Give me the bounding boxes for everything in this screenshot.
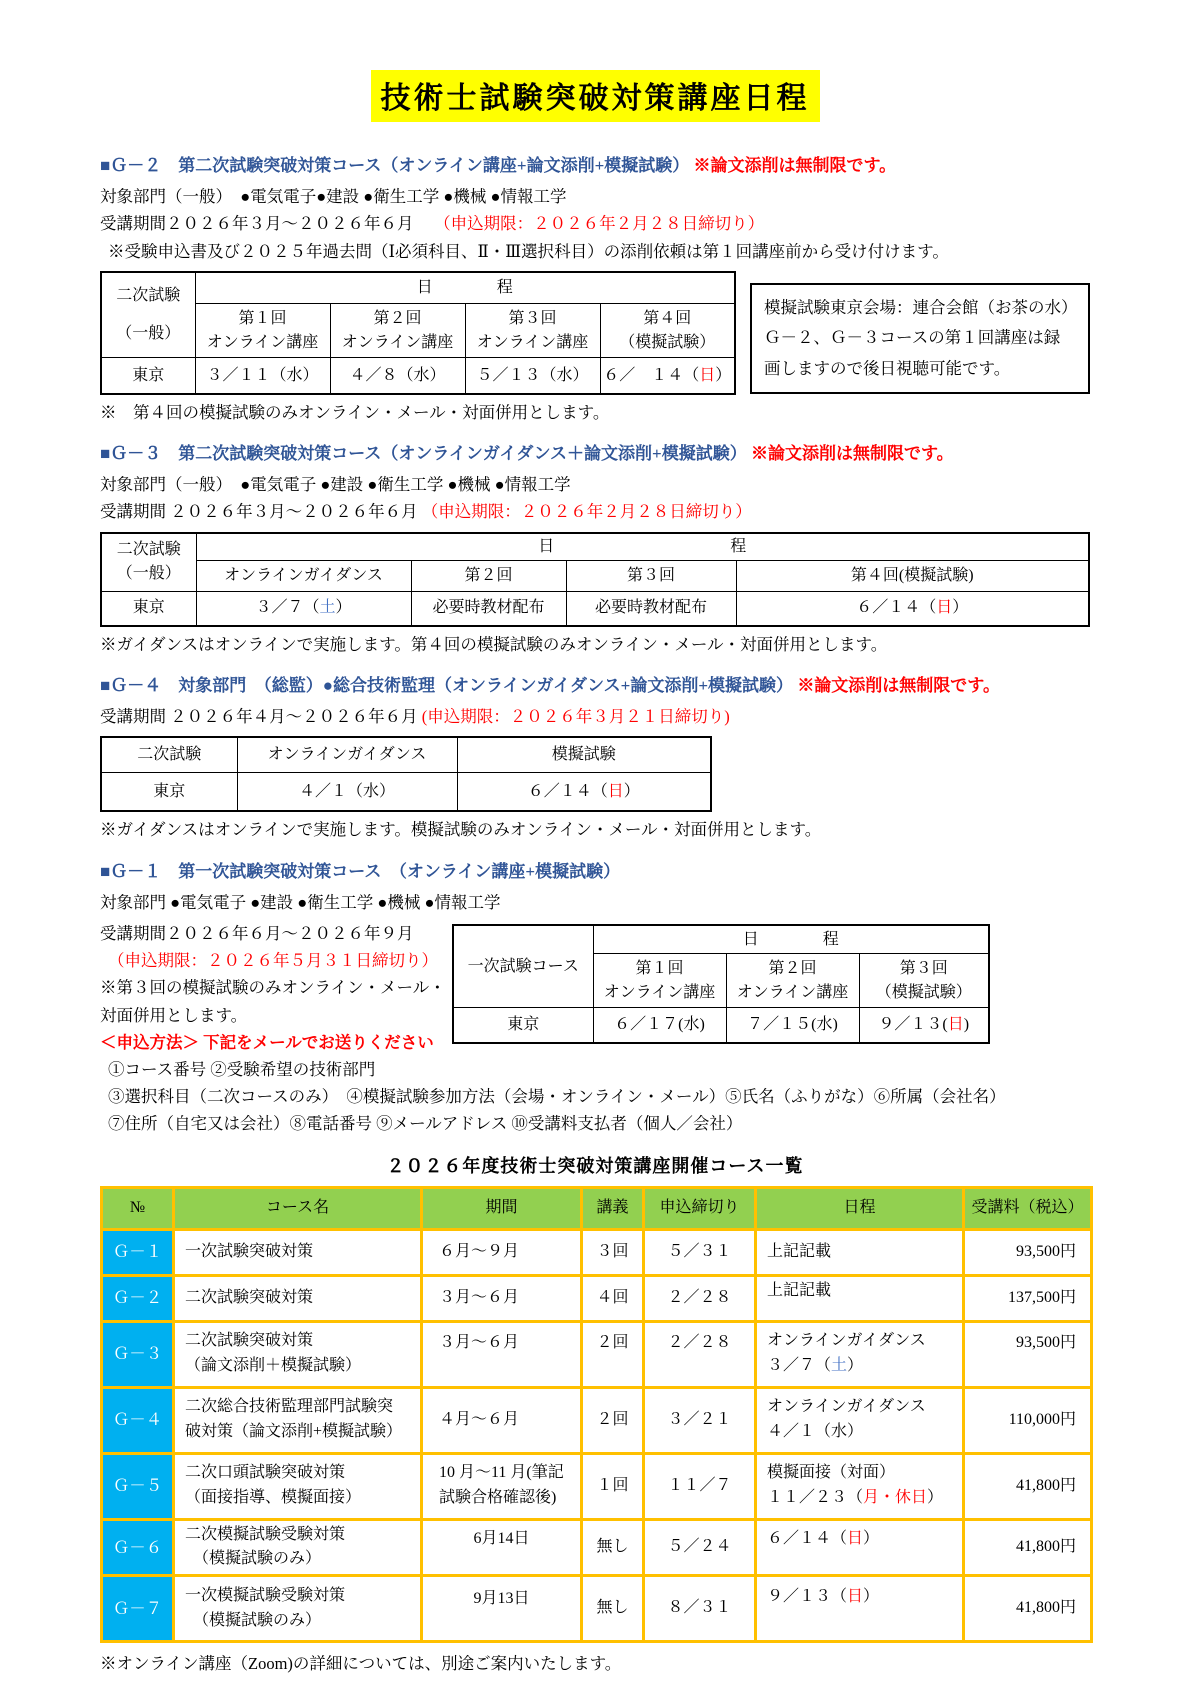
exam-venue-info-box: 模擬試験東京会場：連合会館（お茶の水）Ｇ－２、Ｇ－３コースの第１回講座は録画しますので後日視聴可能です。 <box>750 283 1090 395</box>
table-row <box>101 358 735 394</box>
table-row <box>102 1275 1092 1321</box>
course-table-title: ２０２６年度技術士突破対策講座開催コース一覧 <box>386 1155 804 1176</box>
course-lectures-cell: ３回 <box>582 1229 644 1275</box>
course-lectures-cell: ２回 <box>582 1321 644 1387</box>
course-no-badge: Ｇ－５ <box>102 1453 174 1519</box>
table-row <box>102 1453 1092 1519</box>
section-heading-g1-text: ■Ｇ－１ 第一次試験突破対策コース （オンライン講座+模擬試験） <box>100 861 621 881</box>
course-lectures-cell: ２回 <box>582 1387 644 1453</box>
course-lectures-cell: １回 <box>582 1453 644 1519</box>
table-row <box>453 1008 989 1043</box>
table-row <box>101 592 1089 626</box>
table-row <box>102 1229 1092 1275</box>
header-deadline: 申込締切り <box>644 1187 756 1229</box>
course-name-cell: 一次試験突破対策 <box>174 1229 422 1275</box>
g3-col4-header: 第４回(模擬試験) <box>736 561 1089 592</box>
course-period-cell: ３月～６月 <box>422 1321 582 1387</box>
apply-item-line-2: ③選択科目（二次コースのみ） ④模擬試験参加方法（会場・オンライン・メール）⑤氏名（ふりがな）⑥所属（会社名） <box>108 1087 1006 1107</box>
section-heading-g2-text: ■Ｇ－２ 第二次試験突破対策コース（オンライン講座+論文添削+模擬試験） <box>100 156 690 175</box>
g3-col1-header: オンラインガイダンス <box>196 561 411 592</box>
g1-row-header: 一次試験コース <box>453 925 593 1008</box>
course-schedule-cell: 上記記載 <box>756 1275 964 1321</box>
g1-col1-header: 第１回 オンライン講座 <box>593 954 726 1008</box>
course-schedule-cell: ６／１４（日） <box>756 1519 964 1576</box>
course-schedule-cell: オンラインガイダンス ４／１（水） <box>756 1387 964 1453</box>
course-list-table <box>100 1186 1093 1644</box>
course-fee-cell: 93,500円 <box>964 1229 1092 1275</box>
g2-col1-header: 第１回 オンライン講座 <box>195 304 330 358</box>
course-fee-cell: 137,500円 <box>964 1275 1092 1321</box>
g2-date-2: ４／８（水） <box>330 358 465 394</box>
apply-item-line-1: ①コース番号 ②受験希望の技術部門 <box>108 1060 376 1080</box>
g2-deadline: （申込期限：２０２６年２月２８日締切り） <box>434 214 765 234</box>
g3-col2-header: 第２回 <box>411 561 566 592</box>
table-row <box>102 1321 1092 1387</box>
g1-schedule-table <box>452 924 990 1044</box>
g1-date-3: ９／１３(日) <box>859 1008 989 1043</box>
course-lectures-cell: 無し <box>582 1519 644 1576</box>
table-row <box>102 1387 1092 1453</box>
g4-city: 東京 <box>101 772 237 811</box>
g3-city: 東京 <box>101 592 196 626</box>
course-deadline-cell: ８／３１ <box>644 1576 756 1642</box>
apply-method-heading: ＜申込方法＞ 下記をメールでお送りください <box>100 1032 434 1052</box>
g1-city: 東京 <box>453 1008 593 1043</box>
course-deadline-cell: ５／３１ <box>644 1229 756 1275</box>
course-deadline-cell: ５／２４ <box>644 1519 756 1576</box>
g3-date-3: 必要時教材配布 <box>566 592 736 626</box>
course-fee-cell: 41,800円 <box>964 1453 1092 1519</box>
g1-period: 受講期間２０２６年６月～２０２６年９月 <box>100 923 414 943</box>
g3-col3-header: 第３回 <box>566 561 736 592</box>
header-schedule: 日程 <box>756 1187 964 1229</box>
g2-city: 東京 <box>101 358 195 394</box>
g1-deadline: （申込期限：２０２６年５月３１日締切り） <box>108 951 438 971</box>
course-deadline-cell: １１／７ <box>644 1453 756 1519</box>
g2-col4-header: 第４回 （模擬試験） <box>600 304 735 358</box>
g2-col2-header: 第２回 オンライン講座 <box>330 304 465 358</box>
g2-schedule-table <box>100 271 736 395</box>
course-schedule-cell: 模擬面接（対面） １１／２３（月・休日） <box>756 1453 964 1519</box>
g1-date-2: ７／１５(水) <box>726 1008 859 1043</box>
course-period-cell: 6月14日 <box>422 1519 582 1576</box>
course-deadline-cell: ３／２１ <box>644 1387 756 1453</box>
g3-departments: 対象部門（一般） ●電気電子 ●建設 ●衛生工学 ●機械 ●情報工学 <box>100 475 571 495</box>
g4-deadline: (申込期限：２０２６年３月２１日締切り) <box>421 707 730 727</box>
course-fee-cell: 41,800円 <box>964 1519 1092 1576</box>
course-name-cell: 二次口頭試験突破対策 （面接指導、模擬面接） <box>174 1453 422 1519</box>
g4-schedule-table <box>100 736 712 812</box>
g4-date-1: ４／１（水） <box>237 772 457 811</box>
course-table-header-row <box>102 1187 1092 1229</box>
course-name-cell: 一次模擬試験受験対策 （模擬試験のみ） <box>174 1576 422 1642</box>
header-fee: 受講料（税込） <box>964 1187 1092 1229</box>
table-row <box>102 1576 1092 1642</box>
g2-row-header: 二次試験 （一般） <box>101 272 195 358</box>
g3-period-text: 受講期間 ２０２６年３月～２０２６年６月 <box>100 502 422 522</box>
course-period-cell: 9月13日 <box>422 1576 582 1642</box>
course-no-badge: Ｇ－２ <box>102 1275 174 1321</box>
course-lectures-cell: ４回 <box>582 1275 644 1321</box>
header-course-name: コース名 <box>174 1187 422 1229</box>
g4-col2-header: 模擬試験 <box>457 737 711 772</box>
course-fee-cell: 41,800円 <box>964 1576 1092 1642</box>
g2-date-3: ５／１３（水） <box>465 358 600 394</box>
g2-footnote: ※ 第４回の模擬試験のみオンライン・メール・対面併用とします。 <box>100 402 610 422</box>
g2-departments: 対象部門（一般） ●電気電子●建設 ●衛生工学 ●機械 ●情報工学 <box>100 187 567 207</box>
course-no-badge: Ｇ－６ <box>102 1519 174 1576</box>
course-no-badge: Ｇ－３ <box>102 1321 174 1387</box>
g2-date-4: ６／ １４（日） <box>600 358 735 394</box>
g3-date-2: 必要時教材配布 <box>411 592 566 626</box>
section-heading-g1 <box>100 858 1090 885</box>
header-period: 期間 <box>422 1187 582 1229</box>
course-period-cell: 10 月～11 月(筆記 試験合格確認後) <box>422 1453 582 1519</box>
g4-period <box>100 703 1090 730</box>
g1-departments: 対象部門 ●電気電子 ●建設 ●衛生工学 ●機械 ●情報工学 <box>100 892 501 912</box>
section-heading-g2 <box>100 152 1090 179</box>
course-lectures-cell: 無し <box>582 1576 644 1642</box>
g4-footnote: ※ガイダンスはオンラインで実施します。模擬試験のみオンライン・メール・対面併用とします。 <box>100 820 822 840</box>
g2-note: ※受験申込書及び２０２５年過去問（Ⅰ必須科目、Ⅱ・Ⅲ選択科目）の添削依頼は第１回講座前から受け付けます。 <box>108 241 949 261</box>
g1-note: ※第３回の模擬試験のみオンライン・メール・対面併用とします。 <box>100 978 446 1025</box>
g2-col3-header: 第３回 オンライン講座 <box>465 304 600 358</box>
header-no: № <box>102 1187 174 1229</box>
table-row <box>102 1519 1092 1576</box>
g3-deadline: （申込期限：２０２６年２月２８日締切り） <box>421 502 752 522</box>
header-lectures: 講義 <box>582 1187 644 1229</box>
course-deadline-cell: ２／２８ <box>644 1321 756 1387</box>
g2-period-text: 受講期間２０２６年３月～２０２６年６月 <box>100 214 430 234</box>
course-schedule-cell: オンラインガイダンス ３／７（土） <box>756 1321 964 1387</box>
section-heading-g4-note: ※論文添削は無制限です。 <box>797 675 1000 695</box>
g3-date-4: ６／１４（日） <box>736 592 1089 626</box>
course-name-cell: 二次試験突破対策 （論文添削＋模擬試験） <box>174 1321 422 1387</box>
course-period-cell: ３月～６月 <box>422 1275 582 1321</box>
course-fee-cell: 93,500円 <box>964 1321 1092 1387</box>
g4-date-2: ６／１４（日） <box>457 772 711 811</box>
zoom-info-footnote: ※オンライン講座（Zoom)の詳細については、別途ご案内いたします。 <box>100 1654 622 1674</box>
course-no-badge: Ｇ－４ <box>102 1387 174 1453</box>
g2-date-1: ３／１１（水） <box>195 358 330 394</box>
g3-date-1: ３／７（土） <box>196 592 411 626</box>
course-period-cell: ４月～６月 <box>422 1387 582 1453</box>
g3-row-header: 二次試験 （一般） <box>101 533 196 592</box>
course-schedule-cell: ９／１３（日） <box>756 1576 964 1642</box>
g1-col2-header: 第２回 オンライン講座 <box>726 954 859 1008</box>
course-no-badge: Ｇ－１ <box>102 1229 174 1275</box>
course-period-cell: ６月～９月 <box>422 1229 582 1275</box>
course-schedule-cell: 上記記載 <box>756 1229 964 1275</box>
section-heading-g3 <box>100 440 1090 467</box>
section-heading-g3-text: ■Ｇ－３ 第二次試験突破対策コース（オンラインガイダンス＋論文添削+模擬試験） <box>100 444 747 464</box>
g4-period-text: 受講期間 ２０２６年４月～２０２６年６月 <box>100 707 422 727</box>
g1-schedule-header: 日 程 <box>593 925 989 954</box>
g1-col3-header: 第３回 （模擬試験） <box>859 954 989 1008</box>
g3-footnote: ※ガイダンスはオンラインで実施します。第４回の模擬試験のみオンライン・メール・対面併用とします。 <box>100 634 888 654</box>
g3-period <box>100 498 1090 525</box>
course-fee-cell: 110,000円 <box>964 1387 1092 1453</box>
course-name-cell: 二次総合技術監理部門試験突 破対策（論文添削+模擬試験） <box>174 1387 422 1453</box>
section-heading-g3-note: ※論文添削は無制限です。 <box>751 444 954 464</box>
g3-schedule-header: 日 程 <box>196 533 1089 561</box>
section-heading-g4-text: ■Ｇ－４ 対象部門 （総監）●総合技術監理（オンラインガイダンス+論文添削+模擬試験） <box>100 675 794 695</box>
table-row <box>101 772 711 811</box>
course-no-badge: Ｇ－７ <box>102 1576 174 1642</box>
g2-period <box>100 210 1090 237</box>
g3-schedule-table <box>100 532 1090 627</box>
page-title: 技術士試験突破対策講座日程 <box>371 70 820 122</box>
apply-item-line-3: ⑦住所（自宅又は会社）⑧電話番号 ⑨メールアドレス ⑩受講料支払者（個人／会社） <box>108 1114 743 1134</box>
course-name-cell: 二次模擬試験受験対策 （模擬試験のみ） <box>174 1519 422 1576</box>
g4-row-header: 二次試験 <box>101 737 237 772</box>
section-heading-g2-note: ※論文添削は無制限です。 <box>693 156 897 175</box>
course-deadline-cell: ２／２８ <box>644 1275 756 1321</box>
g1-date-1: ６／１７(水) <box>593 1008 726 1043</box>
course-name-cell: 二次試験突破対策 <box>174 1275 422 1321</box>
section-heading-g4 <box>100 672 1090 699</box>
g4-col1-header: オンラインガイダンス <box>237 737 457 772</box>
g2-schedule-header: 日 程 <box>195 272 735 304</box>
